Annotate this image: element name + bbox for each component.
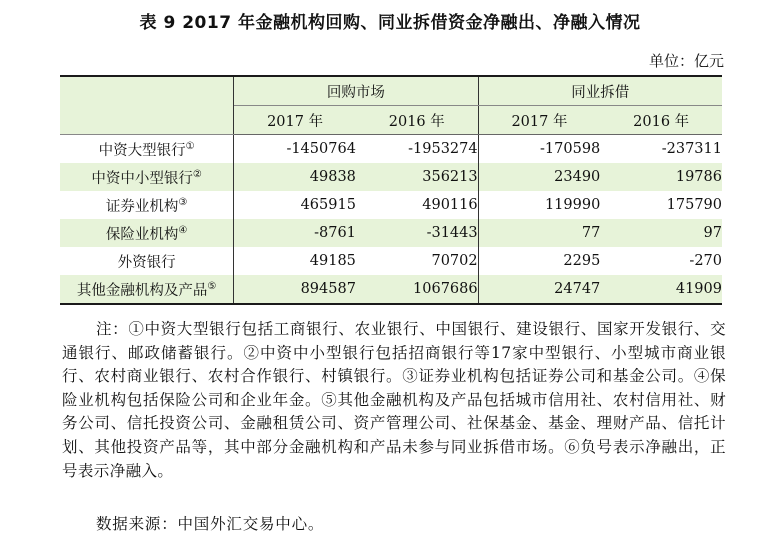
- table-row: [60, 247, 722, 275]
- cell-value: -8761: [234, 219, 356, 247]
- row-label: [60, 191, 234, 219]
- cell-value: 490116: [356, 191, 478, 219]
- cell-value: -1450764: [286, 141, 356, 157]
- table-row: [60, 163, 722, 191]
- cell-value: -170598: [540, 141, 601, 157]
- note-text: 注：①中资大型银行包括工商银行、农业银行、中国银行、建设银行、国家开发银行、交通银行、邮政储蓄银行。②中资中小型银行包括招商银行等17家中型银行、小型城市商业银行、农村商业银行、农村合作银行、村镇银行。③证券业机构包括证券公司和基金公司。④保险业机构包括保险公司和企业年金。⑤其他金融机构及产品包括城市信用社、农村信用社、财务公司、信托投资公司、金融租赁公司、资产管理公司、社保基金、基金、理财产品、信托计划、其他投资产品等，其中部分金融机构和产品未参与同业拆借市场。⑥负号表示净融出，正号表示净融入。: [62, 320, 726, 480]
- cell-value: 2295: [563, 253, 601, 269]
- year-header: 2016 年: [600, 106, 722, 135]
- row-label-text: 其他金融机构及产品: [76, 282, 208, 299]
- notes: [62, 318, 726, 483]
- cell-value: 97: [600, 219, 722, 247]
- row-label: [60, 219, 234, 247]
- row-label-text: 保险业机构: [105, 226, 179, 243]
- footnote-mark: ⑤: [207, 280, 217, 292]
- row-label: [60, 275, 234, 304]
- group-interbank: 同业拆借: [478, 76, 722, 106]
- cell-value: 894587: [234, 275, 356, 304]
- row-label-text: 外资银行: [117, 254, 176, 271]
- footnote-mark: ④: [178, 224, 188, 236]
- cell-value: -31443: [356, 219, 478, 247]
- cell-value: 70702: [356, 247, 478, 275]
- header-blank: [60, 76, 234, 135]
- cell-value: 49838: [234, 163, 356, 191]
- cell-value: 77: [478, 219, 600, 247]
- table-row: [60, 219, 722, 247]
- cell-value: 1067686: [356, 275, 478, 304]
- header-row-groups: [60, 76, 722, 106]
- row-label-text: 证券业机构: [105, 198, 179, 215]
- cell-value: 24747: [478, 275, 600, 304]
- year-header: 2016 年: [356, 106, 478, 135]
- unit-label: 单位：亿元: [648, 52, 724, 70]
- cell-value: 49185: [309, 253, 356, 269]
- cell-value: 175790: [666, 197, 722, 213]
- cell-value: -1953274: [356, 135, 478, 164]
- year-header: 2017 年: [478, 106, 600, 135]
- cell-value: 356213: [356, 163, 478, 191]
- cell-value: 41909: [600, 275, 722, 304]
- cell-value: -237311: [661, 141, 722, 157]
- cell-value: -270: [689, 253, 722, 269]
- footnote-mark: ③: [178, 196, 188, 208]
- data-source: 数据来源：中国外汇交易中心。: [96, 515, 325, 533]
- financing-table: [60, 75, 722, 305]
- cell-value: 23490: [478, 163, 600, 191]
- footnote-mark: ①: [185, 140, 195, 152]
- table-row: [60, 275, 722, 304]
- cell-value: 119990: [544, 197, 601, 213]
- table-row: [60, 191, 722, 219]
- year-header: 2017 年: [234, 106, 356, 135]
- cell-value: 465915: [300, 197, 356, 213]
- group-repo: 回购市场: [234, 76, 478, 106]
- table-row: [60, 135, 722, 164]
- row-label: [60, 247, 234, 275]
- footnote-mark: ②: [192, 168, 202, 180]
- row-label-text: 中资中小型银行: [91, 170, 193, 187]
- cell-value: 19786: [600, 163, 722, 191]
- table-title: 表 9 2017 年金融机构回购、同业拆借资金净融出、净融入情况: [139, 13, 641, 33]
- row-label-text: 中资大型银行: [98, 142, 186, 159]
- row-label: [60, 135, 234, 164]
- row-label: [60, 163, 234, 191]
